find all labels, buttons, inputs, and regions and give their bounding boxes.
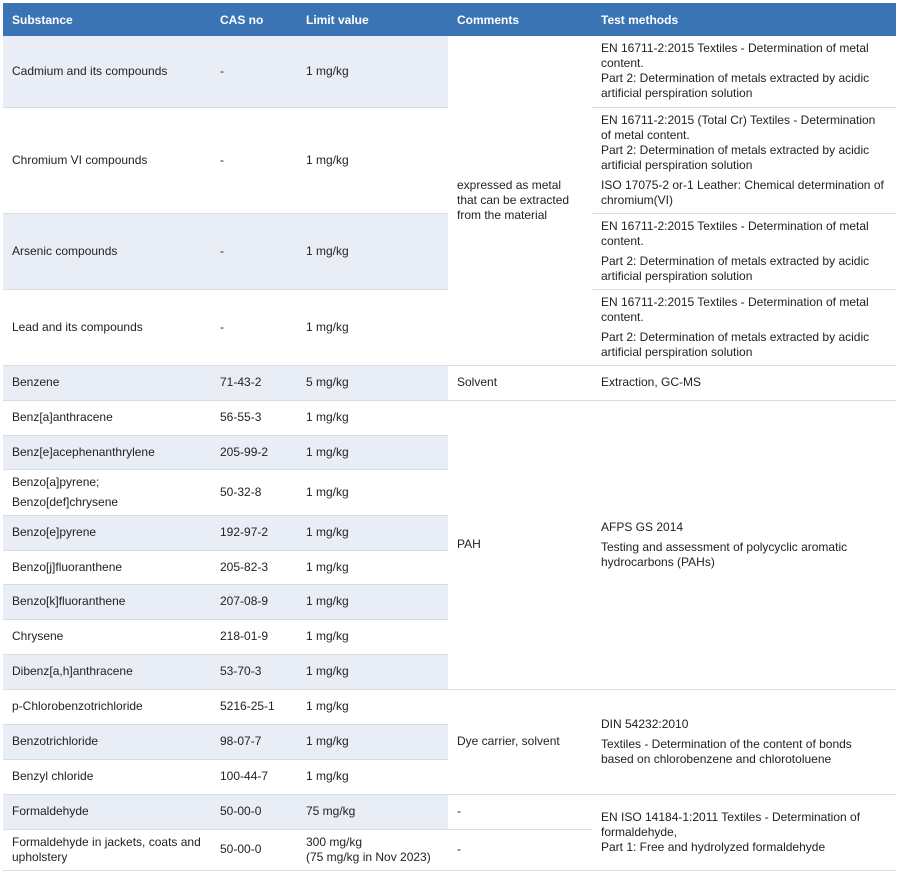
cell-cas: 192-97-2 — [211, 515, 297, 550]
method-line: Part 2: Determination of metals extracted by acidic artificial perspiration solution — [601, 253, 870, 283]
cell-substance: Benzene — [3, 365, 211, 400]
cell-limit: 1 mg/kg — [297, 759, 448, 794]
cell-method-arsenic — [592, 213, 896, 289]
cell-cas: - — [211, 289, 297, 365]
cell-limit: 1 mg/kg — [297, 654, 448, 689]
substance-limits-table — [3, 3, 896, 871]
method-line: Testing and assessment of polycyclic aromatic hydrocarbons (PAHs) — [601, 539, 848, 569]
cell-substance: Formaldehyde — [3, 794, 211, 829]
cell-comment-formaldehyde-jackets: - — [448, 829, 592, 870]
cell-substance: Arsenic compounds — [3, 213, 211, 289]
cell-method-cadmium: EN 16711-2:2015 Textiles - Determination of metal content. Part 2: Determination of metals extracted by acidic artificial perspiration solution — [592, 36, 896, 107]
cell-limit: 1 mg/kg — [297, 469, 448, 515]
method-line: EN 16711-2:2015 Textiles - Determination of metal content. — [601, 218, 869, 248]
cell-limit: 1 mg/kg — [297, 36, 448, 107]
cell-cas: 50-32-8 — [211, 469, 297, 515]
method-line: AFPS GS 2014 — [601, 519, 684, 534]
table-row — [3, 794, 896, 829]
cell-cas: 98-07-7 — [211, 724, 297, 759]
cell-limit: 5 mg/kg — [297, 365, 448, 400]
cell-limit: 1 mg/kg — [297, 689, 448, 724]
header-substance: Substance — [3, 3, 211, 36]
table-row — [3, 400, 896, 435]
cell-comment-metals: expressed as metal that can be extracted from the material — [448, 36, 592, 365]
cell-comment-formaldehyde: - — [448, 794, 592, 829]
method-line: ISO 17075-2 or-1 Leather: Chemical determination of chromium(VI) — [601, 177, 884, 207]
cell-substance: p-Chlorobenzotrichloride — [3, 689, 211, 724]
cell-substance: Lead and its compounds — [3, 289, 211, 365]
cell-substance: Chrysene — [3, 619, 211, 654]
cell-substance: Benzo[e]pyrene — [3, 515, 211, 550]
cell-method-formaldehyde: EN ISO 14184-1:2011 Textiles - Determination of formaldehyde, Part 1: Free and hydrolyzed formaldehyde — [592, 794, 896, 870]
cell-comment-benzene: Solvent — [448, 365, 592, 400]
cell-limit: 1 mg/kg — [297, 400, 448, 435]
table-row — [3, 689, 896, 724]
method-line: Textiles - Determination of the content of bonds based on chlorobenzene and chlorotoluene — [601, 736, 852, 766]
table-row — [3, 36, 896, 107]
cell-substance: Benz[a]anthracene — [3, 400, 211, 435]
cell-cas: 218-01-9 — [211, 619, 297, 654]
cell-limit: 1 mg/kg — [297, 619, 448, 654]
cell-cas: 50-00-0 — [211, 829, 297, 870]
cell-comment-pah: PAH — [448, 400, 592, 689]
cell-cas: 205-82-3 — [211, 550, 297, 584]
cell-limit: 1 mg/kg — [297, 213, 448, 289]
cell-cas: 207-08-9 — [211, 584, 297, 619]
cell-comment-dye: Dye carrier, solvent — [448, 689, 592, 794]
cell-limit: 1 mg/kg — [297, 550, 448, 584]
cell-substance: Benzo[j]fluoranthene — [3, 550, 211, 584]
cell-method-chromium — [592, 107, 896, 213]
cell-limit: 75 mg/kg — [297, 794, 448, 829]
cell-substance: Cadmium and its compounds — [3, 36, 211, 107]
cell-limit: 1 mg/kg — [297, 289, 448, 365]
cell-substance: Formaldehyde in jackets, coats and upholstery — [3, 829, 211, 870]
method-line: EN 16711-2:2015 Textiles - Determination of metal content. — [601, 294, 869, 324]
table-row — [3, 365, 896, 400]
cell-substance: Dibenz[a,h]anthracene — [3, 654, 211, 689]
cell-substance: Benzotrichloride — [3, 724, 211, 759]
cell-method-benzene: Extraction, GC-MS — [592, 365, 896, 400]
cell-limit: 1 mg/kg — [297, 435, 448, 469]
table-header-row — [3, 3, 896, 36]
cell-cas: - — [211, 213, 297, 289]
header-comments: Comments — [448, 3, 592, 36]
cell-cas: 5216-25-1 — [211, 689, 297, 724]
cell-method-lead — [592, 289, 896, 365]
cell-substance: Benz[e]acephenanthrylene — [3, 435, 211, 469]
method-line: EN 16711-2:2015 (Total Cr) Textiles - Determination of metal content. Part 2: Determination of metals extracted by acidic artificial perspiration solution — [601, 112, 876, 172]
cell-cas: 50-00-0 — [211, 794, 297, 829]
cell-cas: 53-70-3 — [211, 654, 297, 689]
cell-cas: 100-44-7 — [211, 759, 297, 794]
cell-cas: - — [211, 107, 297, 213]
cell-method-dye — [592, 689, 896, 794]
cell-cas: 205-99-2 — [211, 435, 297, 469]
cell-cas: 56-55-3 — [211, 400, 297, 435]
header-cas-no: CAS no — [211, 3, 297, 36]
cell-substance: Chromium VI compounds — [3, 107, 211, 213]
cell-substance: Benzyl chloride — [3, 759, 211, 794]
header-test-methods: Test methods — [592, 3, 896, 36]
cell-cas: 71-43-2 — [211, 365, 297, 400]
method-line: DIN 54232:2010 — [601, 716, 689, 731]
header-limit-value: Limit value — [297, 3, 448, 36]
cell-limit: 1 mg/kg — [297, 584, 448, 619]
cell-substance: Benzo[a]pyrene; Benzo[def]chrysene — [3, 469, 211, 515]
cell-limit: 1 mg/kg — [297, 724, 448, 759]
cell-substance: Benzo[k]fluoranthene — [3, 584, 211, 619]
method-line: Part 2: Determination of metals extracted by acidic artificial perspiration solution — [601, 329, 870, 359]
cell-limit: 1 mg/kg — [297, 107, 448, 213]
cell-method-pah — [592, 400, 896, 689]
cell-limit: 1 mg/kg — [297, 515, 448, 550]
cell-cas: - — [211, 36, 297, 107]
cell-limit: 300 mg/kg (75 mg/kg in Nov 2023) — [297, 829, 448, 870]
